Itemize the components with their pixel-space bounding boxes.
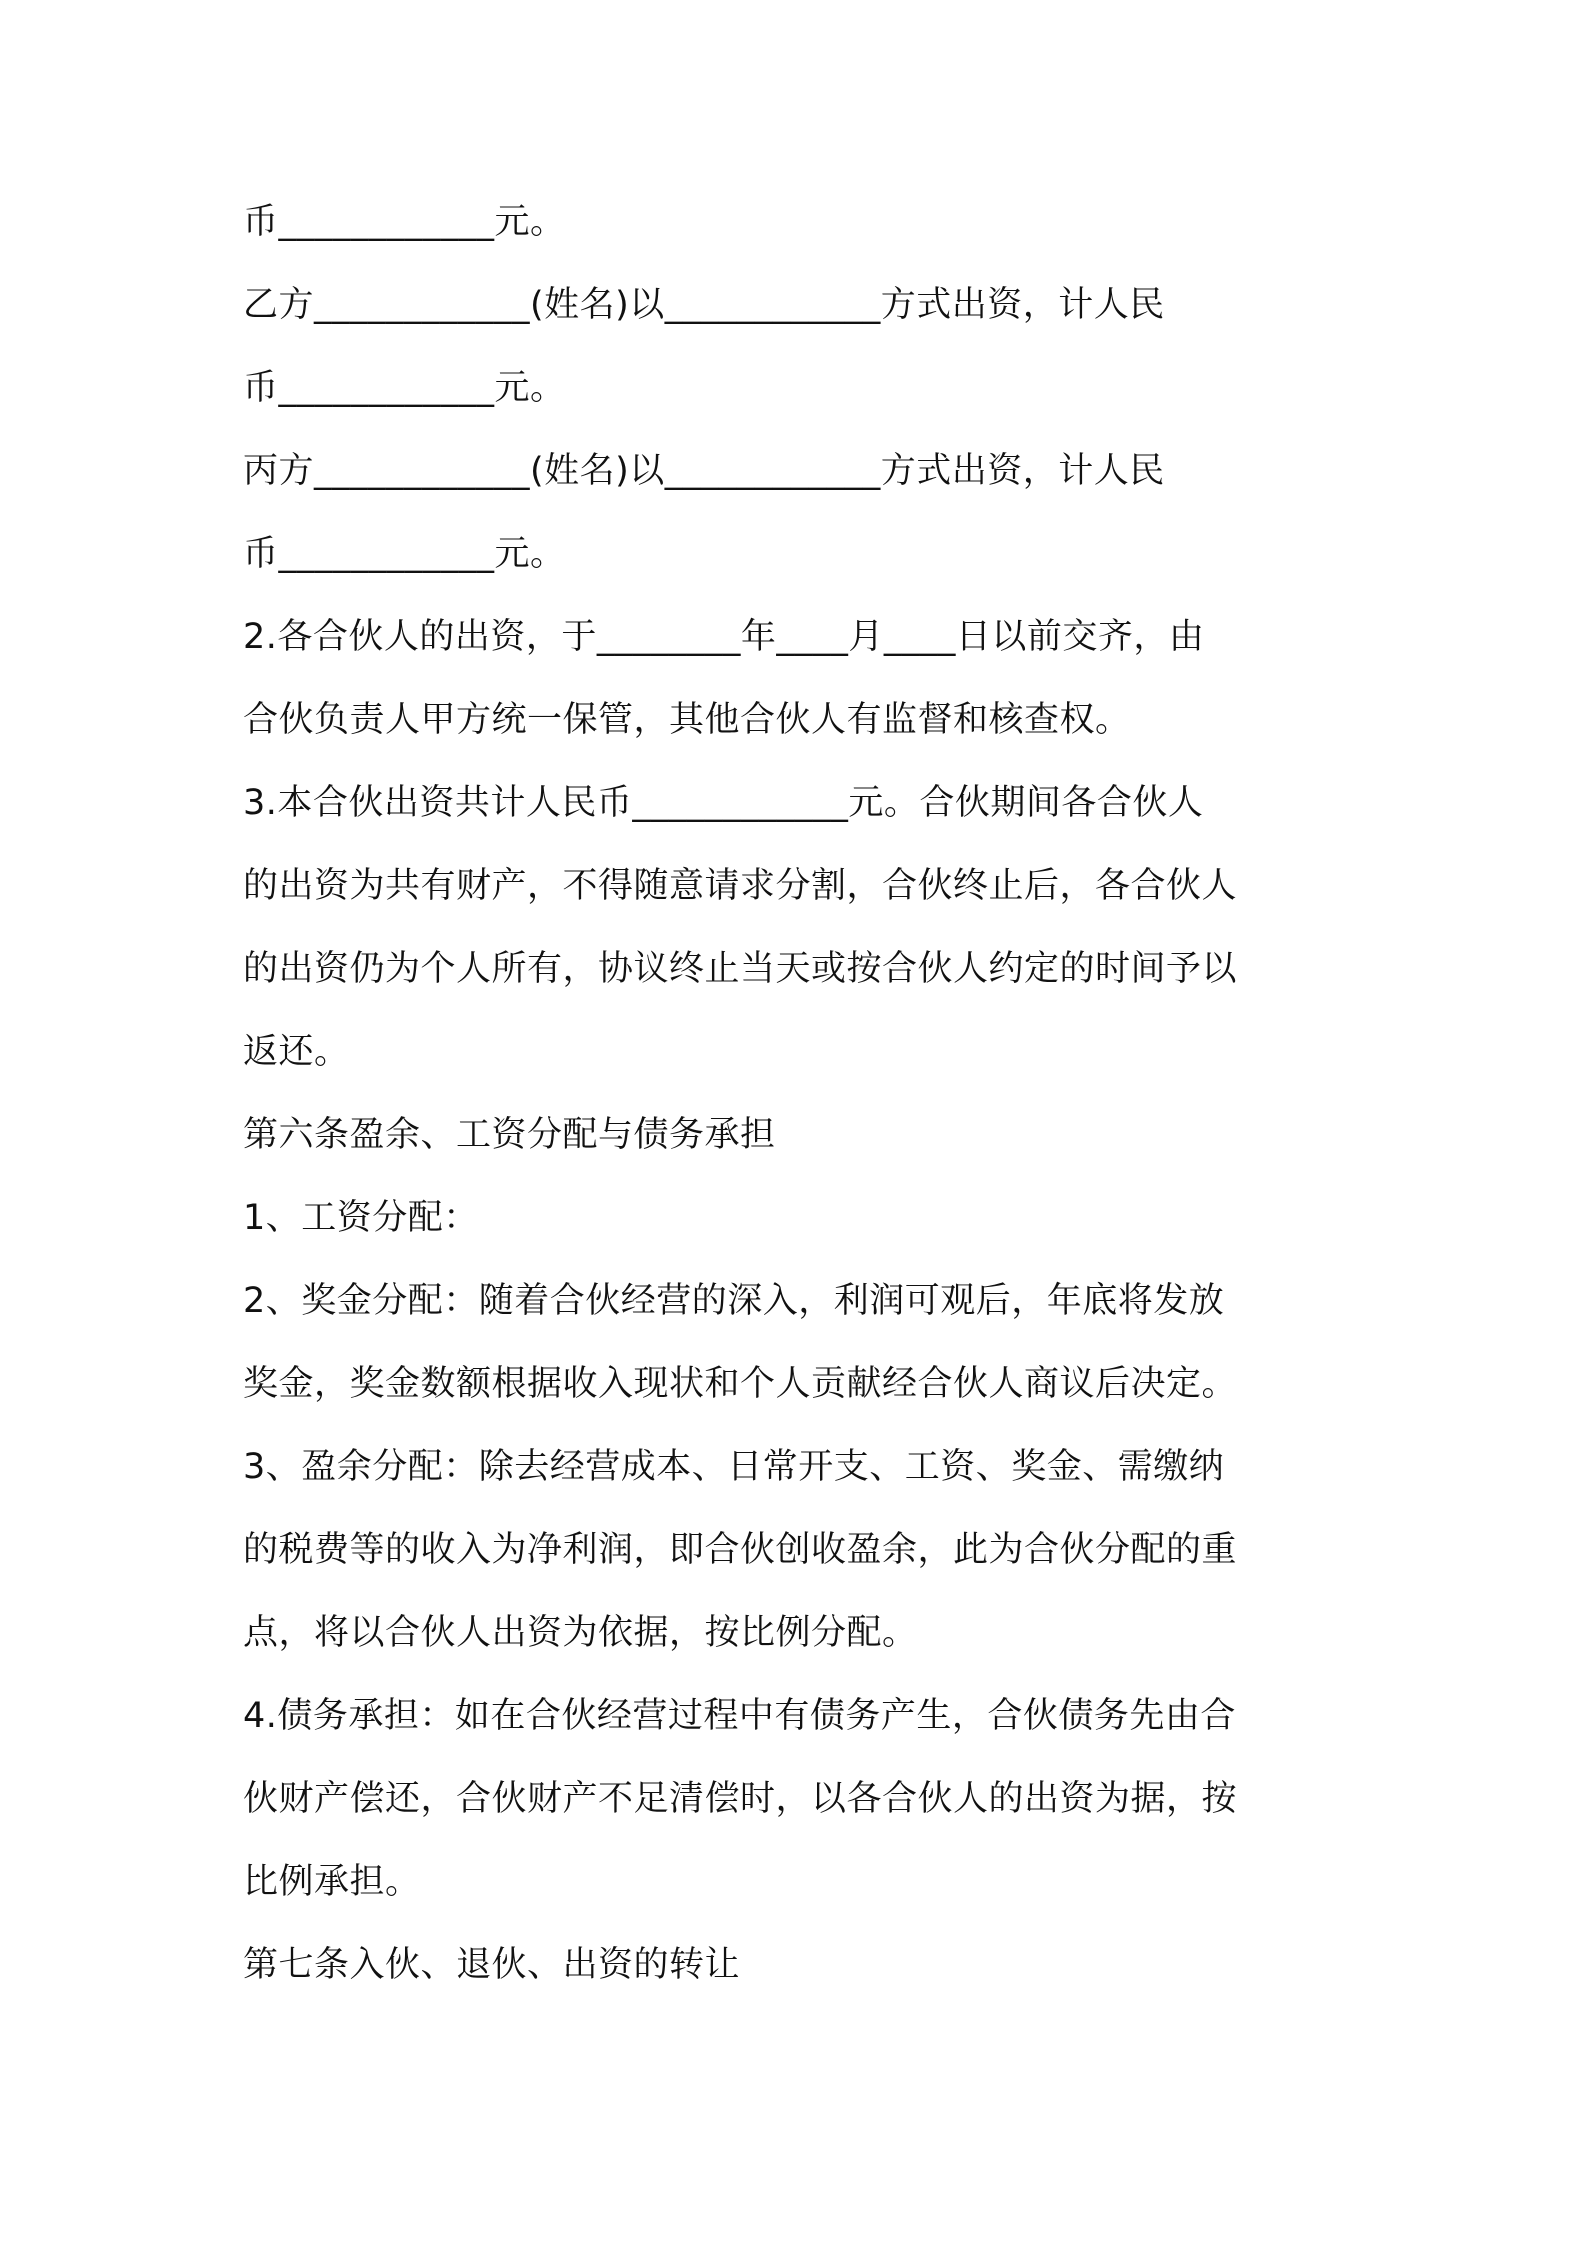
section-heading-article-7: 第七条入伙、退伙、出资的转让 [243, 1945, 741, 1985]
text-line-debt-bearing: 4.债务承担：如在合伙经营过程中有债务产生，合伙债务先由合 [243, 1696, 1236, 1736]
text-line-party-b: 乙方____________(姓名)以____________方式出资，计人民 [243, 285, 1165, 325]
text-line-clause-2: 2.各合伙人的出资，于________年____月____日以前交齐，由 [243, 617, 1205, 657]
text-line-wage-distribution: 1、工资分配： [243, 1198, 479, 1238]
text-line-surplus-distribution-cont-1: 的税费等的收入为净利润，即合伙创收盈余，此为合伙分配的重 [243, 1530, 1238, 1570]
text-line-clause-3-cont-3: 返还。 [243, 1032, 350, 1072]
text-line-debt-bearing-cont-2: 比例承担。 [243, 1862, 421, 1902]
text-line-amount-c: 币____________元。 [243, 534, 566, 574]
text-line-clause-3-cont-1: 的出资为共有财产，不得随意请求分割，合伙终止后，各合伙人 [243, 866, 1238, 906]
section-heading-article-6: 第六条盈余、工资分配与债务承担 [243, 1115, 776, 1155]
text-line-bonus-distribution: 2、奖金分配：随着合伙经营的深入，利润可观后，年底将发放 [243, 1281, 1225, 1321]
text-line-amount-b: 币____________元。 [243, 368, 566, 408]
text-line-clause-3: 3.本合伙出资共计人民币____________元。合伙期间各合伙人 [243, 783, 1204, 823]
text-line-amount-a: 币____________元。 [243, 202, 566, 242]
text-line-party-c: 丙方____________(姓名)以____________方式出资，计人民 [243, 451, 1165, 491]
text-line-clause-2-cont: 合伙负责人甲方统一保管，其他合伙人有监督和核查权。 [243, 700, 1131, 740]
text-line-debt-bearing-cont-1: 伙财产偿还，合伙财产不足清偿时，以各合伙人的出资为据，按 [243, 1779, 1238, 1819]
text-line-surplus-distribution: 3、盈余分配：除去经营成本、日常开支、工资、奖金、需缴纳 [243, 1447, 1225, 1487]
text-line-clause-3-cont-2: 的出资仍为个人所有，协议终止当天或按合伙人约定的时间予以 [243, 949, 1238, 989]
text-line-surplus-distribution-cont-2: 点，将以合伙人出资为依据，按比例分配。 [243, 1613, 918, 1653]
text-line-bonus-distribution-cont: 奖金，奖金数额根据收入现状和个人贡献经合伙人商议后决定。 [243, 1364, 1238, 1404]
